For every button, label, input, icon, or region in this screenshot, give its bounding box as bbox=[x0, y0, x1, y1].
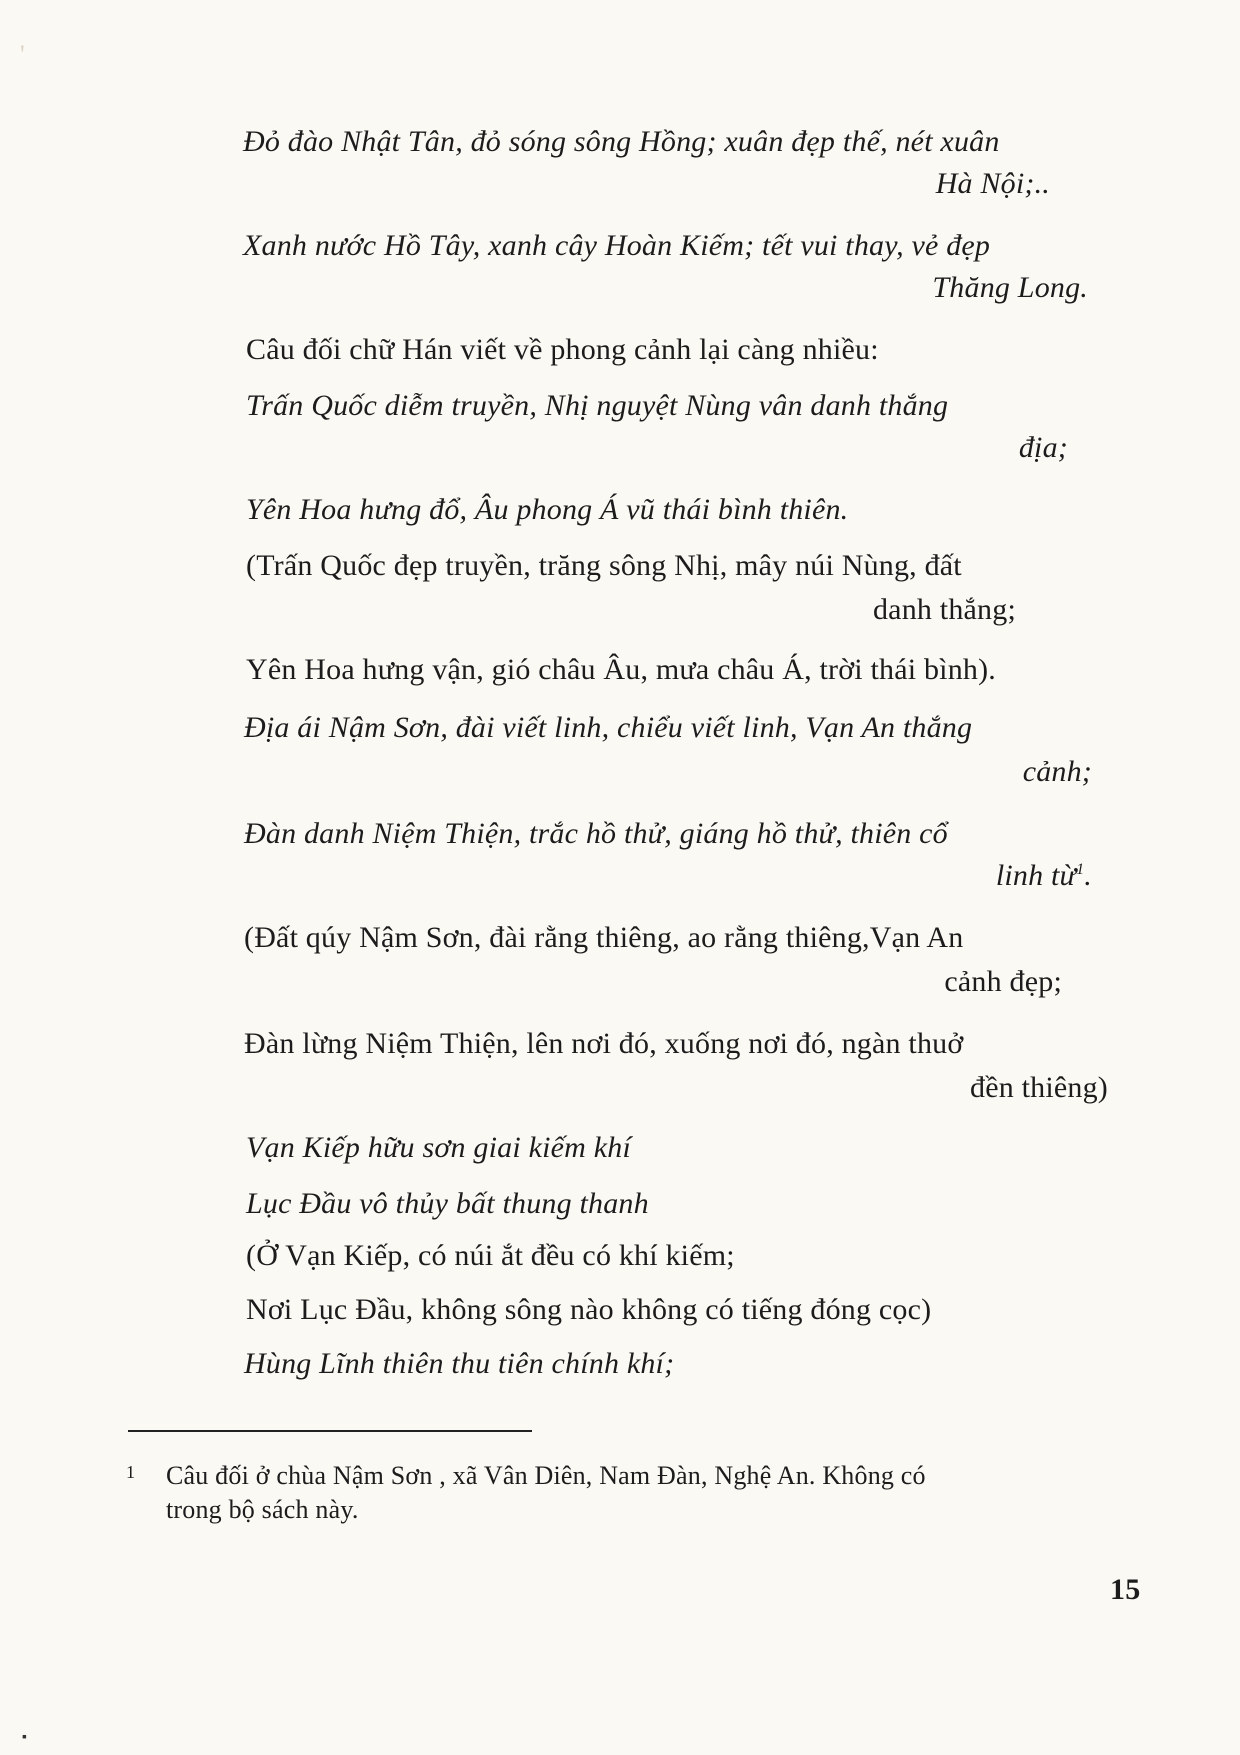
couplet-line: Vạn Kiếp hữu sơn giai kiếm khí bbox=[246, 1131, 631, 1164]
footnote-text: trong bộ sách này. bbox=[166, 1495, 359, 1524]
translation-line-continuation: danh thắng; bbox=[872, 593, 1016, 626]
couplet-line-continuation: Thăng Long. bbox=[932, 271, 1088, 304]
translation-line: Yên Hoa hưng vận, gió châu Âu, mưa châu Á, trời thái bình). bbox=[246, 653, 997, 686]
couplet-line-continuation: Hà Nội;.. bbox=[935, 167, 1050, 200]
footnote-marker: 1 bbox=[126, 1462, 136, 1482]
couplet-line-continuation: địa; bbox=[1018, 431, 1068, 464]
translation-line: (Ở Vạn Kiếp, có núi ắt đều có khí kiếm; bbox=[246, 1239, 735, 1272]
page-number: 15 bbox=[1110, 1573, 1141, 1606]
couplet-text: linh từ bbox=[995, 859, 1077, 892]
translation-line: (Trấn Quốc đẹp truyền, trăng sông Nhị, mây núi Nùng, đất bbox=[246, 549, 962, 582]
footnote-divider bbox=[128, 1430, 532, 1432]
body-paragraph: Câu đối chữ Hán viết về phong cảnh lại càng nhiều: bbox=[246, 333, 879, 366]
couplet-line: Trấn Quốc diễm truyền, Nhị nguyệt Nùng vân danh thắng bbox=[246, 389, 949, 422]
couplet-line: Hùng Lĩnh thiên thu tiên chính khí; bbox=[244, 1347, 675, 1380]
couplet-line: Đàn danh Niệm Thiện, trắc hồ thử, giáng hồ thử, thiên cổ bbox=[244, 817, 948, 850]
couplet-line: Lục Đầu vô thủy bất thung thanh bbox=[246, 1187, 649, 1220]
couplet-line: Địa ái Nậm Sơn, đài viết linh, chiểu viết linh, Vạn An thắng bbox=[244, 711, 973, 744]
translation-line: (Đất qúy Nậm Sơn, đài rằng thiêng, ao rằng thiêng,Vạn An bbox=[244, 921, 964, 954]
translation-line: Đàn lừng Niệm Thiện, lên nơi đó, xuống nơi đó, ngàn thuở bbox=[244, 1027, 964, 1060]
page-speck: ' bbox=[20, 40, 25, 69]
footnote-reference: 1 bbox=[1076, 861, 1085, 878]
translation-line-continuation: đền thiêng) bbox=[970, 1071, 1108, 1104]
couplet-line: Xanh nước Hồ Tây, xanh cây Hoàn Kiếm; tết vui thay, vẻ đẹp bbox=[243, 229, 991, 262]
translation-line: Nơi Lục Đầu, không sông nào không có tiếng đóng cọc) bbox=[246, 1293, 932, 1326]
couplet-line-continuation: linh từ$^1$. bbox=[995, 859, 1092, 892]
page-speck: ▪ bbox=[22, 1730, 27, 1745]
couplet-line: Đỏ đào Nhật Tân, đỏ sóng sông Hồng; xuân đẹp thế, nét xuân bbox=[243, 125, 1000, 158]
footnote-text: Câu đối ở chùa Nậm Sơn , xã Vân Diên, Nam Đàn, Nghệ An. Không có bbox=[166, 1461, 926, 1490]
couplet-line-continuation: cảnh; bbox=[1022, 755, 1092, 788]
translation-line-continuation: cảnh đẹp; bbox=[944, 965, 1062, 998]
couplet-line: Yên Hoa hưng đổ, Âu phong Á vũ thái bình thiên. bbox=[246, 493, 849, 526]
